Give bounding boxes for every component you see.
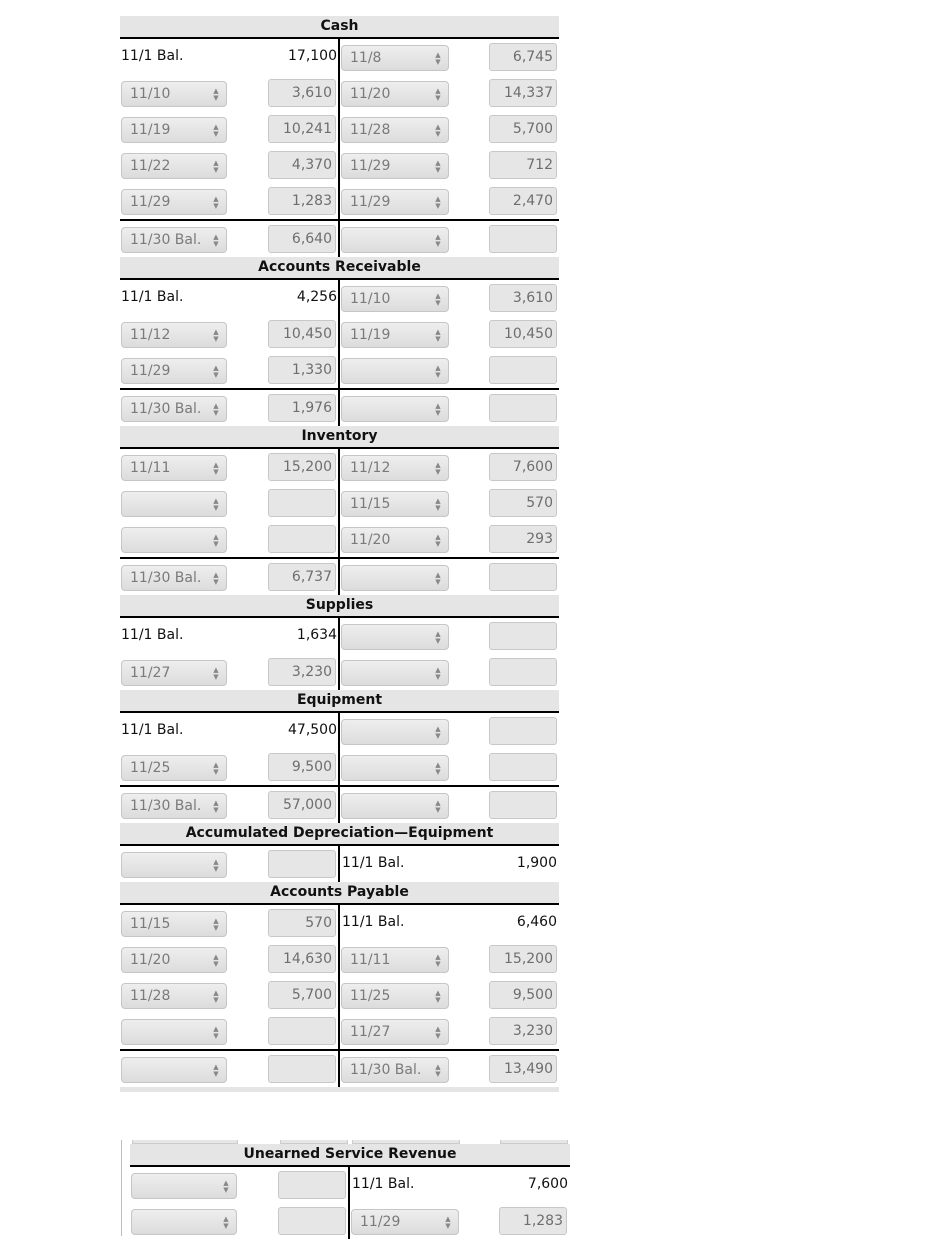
select-arrows-icon: ▲▼ [212,761,220,775]
debit-date-selected-value: 11/29 [130,363,171,379]
debit-date-select[interactable] [121,527,227,553]
credit-amount-input[interactable]: 712 [489,151,557,179]
select-arrows-icon: ▲▼ [434,571,442,585]
debit-amount-input[interactable] [268,525,336,553]
credit-date-select[interactable] [341,1019,449,1045]
t-account-divider [338,316,340,352]
debit-date-select[interactable] [121,911,227,937]
debit-amount-input[interactable]: 570 [268,909,336,937]
debit-date-select[interactable] [121,227,227,253]
select-arrows-icon: ▲▼ [434,953,442,967]
ledger-row [120,977,559,1013]
ledger-row [120,449,559,485]
select-arrows-icon: ▲▼ [212,461,220,475]
ledger-row [120,147,559,183]
credit-amount-input[interactable] [489,753,557,781]
debit-amount-input[interactable]: 1,976 [268,394,336,422]
debit-date-selected-value: 11/10 [130,86,171,102]
credit-date-text: 11/1 Bal. [352,1176,415,1192]
debit-date-select[interactable] [121,793,227,819]
select-arrows-icon: ▲▼ [434,630,442,644]
account-title-accumulated-depreciation-equipment: Accumulated Depreciation—Equipment [120,823,559,846]
debit-date-selected-value: 11/11 [130,460,171,476]
ledger-row [120,219,559,257]
credit-amount-input[interactable] [489,356,557,384]
t-account-divider [338,749,340,785]
debit-date-select[interactable] [131,1209,237,1235]
credit-date-select[interactable] [341,527,449,553]
t-accounts-panel [120,16,559,1092]
debit-date-text: 11/1 Bal. [121,289,184,305]
credit-amount-text: 6,460 [516,914,557,930]
t-account-divider [338,559,340,595]
select-arrows-icon: ▲▼ [434,402,442,416]
credit-amount-input[interactable] [489,225,557,253]
select-arrows-icon: ▲▼ [434,328,442,342]
debit-date-selected-value: 11/30 Bal. [130,401,202,417]
t-account-divider [338,147,340,183]
t-account-divider [338,352,340,388]
ledger-row [120,183,559,219]
debit-amount-text: 17,100 [288,48,337,64]
debit-amount-input[interactable] [268,850,336,878]
select-arrows-icon: ▲▼ [434,497,442,511]
select-arrows-icon: ▲▼ [222,1179,230,1193]
debit-date-select[interactable] [121,189,227,215]
credit-date-select[interactable] [341,117,449,143]
credit-date-selected-value: 11/20 [350,532,391,548]
credit-date-select[interactable] [341,947,449,973]
debit-date-selected-value: 11/29 [130,194,171,210]
debit-date-selected-value: 11/22 [130,158,171,174]
debit-date-select[interactable] [121,983,227,1009]
ledger-row [120,388,559,426]
debit-date-select[interactable] [121,660,227,686]
select-arrows-icon: ▲▼ [434,195,442,209]
credit-amount-input[interactable] [489,394,557,422]
credit-amount-input[interactable]: 10,450 [489,320,557,348]
account-title-unearned-service-revenue: Unearned Service Revenue [130,1144,570,1167]
ledger-row [130,1167,570,1203]
t-accounts-panel-continued [130,1140,570,1239]
credit-date-selected-value: 11/30 Bal. [350,1062,422,1078]
debit-date-selected-value: 11/28 [130,988,171,1004]
account-title-accounts-payable: Accounts Payable [120,882,559,905]
credit-amount-input[interactable]: 293 [489,525,557,553]
credit-date-selected-value: 11/29 [360,1214,401,1230]
debit-amount-input[interactable]: 1,330 [268,356,336,384]
panel-left-edge [121,1140,122,1236]
debit-amount-input[interactable]: 15,200 [268,453,336,481]
select-arrows-icon: ▲▼ [212,858,220,872]
account-title-accounts-receivable: Accounts Receivable [120,257,559,280]
t-account-divider [338,1013,340,1049]
credit-date-select[interactable] [341,719,449,745]
debit-date-selected-value: 11/30 Bal. [130,798,202,814]
ledger-row [120,521,559,557]
debit-amount-text: 1,634 [296,627,337,643]
credit-date-select[interactable] [341,358,449,384]
select-arrows-icon: ▲▼ [434,761,442,775]
select-arrows-icon: ▲▼ [434,725,442,739]
select-arrows-icon: ▲▼ [434,533,442,547]
t-account-divider [338,183,340,219]
credit-amount-input[interactable]: 6,745 [489,43,557,71]
select-arrows-icon: ▲▼ [434,799,442,813]
credit-amount-text: 7,600 [527,1176,568,1192]
ledger-row [120,1013,559,1049]
credit-amount-input[interactable]: 15,200 [489,945,557,973]
debit-date-select[interactable] [121,322,227,348]
select-arrows-icon: ▲▼ [434,1025,442,1039]
debit-date-select[interactable] [121,491,227,517]
credit-date-selected-value: 11/12 [350,460,391,476]
t-account-divider [338,280,340,316]
account-title-inventory: Inventory [120,426,559,449]
t-account-divider [338,618,340,654]
debit-amount-input[interactable]: 4,370 [268,151,336,179]
credit-amount-input[interactable] [489,791,557,819]
select-arrows-icon: ▲▼ [212,497,220,511]
ledger-row [120,941,559,977]
debit-date-selected-value: 11/25 [130,760,171,776]
ledger-row [120,785,559,823]
credit-date-selected-value: 11/10 [350,291,391,307]
select-arrows-icon: ▲▼ [434,364,442,378]
select-arrows-icon: ▲▼ [434,989,442,1003]
credit-amount-input[interactable]: 1,283 [499,1207,567,1235]
t-account-divider [338,787,340,823]
account-title-supplies: Supplies [120,595,559,618]
credit-date-selected-value: 11/29 [350,194,391,210]
credit-amount-input[interactable]: 7,600 [489,453,557,481]
credit-date-select[interactable] [341,286,449,312]
credit-date-select[interactable] [341,755,449,781]
credit-date-select[interactable] [341,491,449,517]
credit-date-text: 11/1 Bal. [342,855,405,871]
select-arrows-icon: ▲▼ [212,233,220,247]
credit-date-select[interactable] [341,624,449,650]
debit-date-select[interactable] [121,755,227,781]
t-account-divider [338,846,340,882]
debit-date-selected-value: 11/15 [130,916,171,932]
debit-date-selected-value: 11/12 [130,327,171,343]
t-account-divider [338,654,340,690]
debit-date-text: 11/1 Bal. [121,627,184,643]
select-arrows-icon: ▲▼ [212,799,220,813]
panel-bottom-bar [120,1087,559,1092]
ledger-row [120,485,559,521]
debit-amount-input[interactable] [278,1207,346,1235]
credit-date-select[interactable] [341,660,449,686]
t-account-divider [348,1167,350,1203]
ledger-row [120,905,559,941]
debit-date-text: 11/1 Bal. [121,48,184,64]
previous-row-stub [130,1140,570,1144]
ledger-row [120,111,559,147]
credit-date-select[interactable] [341,455,449,481]
credit-date-select[interactable] [341,322,449,348]
credit-date-select[interactable] [341,227,449,253]
select-arrows-icon: ▲▼ [212,917,220,931]
credit-date-selected-value: 11/28 [350,122,391,138]
debit-date-select[interactable] [131,1173,237,1199]
credit-date-select[interactable] [341,1057,449,1083]
select-arrows-icon: ▲▼ [212,953,220,967]
ledger-row [120,654,559,690]
debit-date-selected-value: 11/30 Bal. [130,232,202,248]
t-account-divider [338,485,340,521]
debit-date-selected-value: 11/30 Bal. [130,570,202,586]
credit-date-selected-value: 11/15 [350,496,391,512]
credit-amount-input[interactable] [489,563,557,591]
debit-date-selected-value: 11/20 [130,952,171,968]
debit-amount-input[interactable]: 3,610 [268,79,336,107]
t-account-divider [338,111,340,147]
debit-amount-input[interactable]: 3,230 [268,658,336,686]
credit-date-selected-value: 11/11 [350,952,391,968]
credit-date-selected-value: 11/19 [350,327,391,343]
t-account-divider [338,977,340,1013]
credit-date-selected-value: 11/8 [350,50,382,66]
credit-date-select[interactable] [341,396,449,422]
select-arrows-icon: ▲▼ [212,533,220,547]
debit-date-selected-value: 11/19 [130,122,171,138]
debit-date-select[interactable] [121,117,227,143]
t-account-divider [338,75,340,111]
debit-amount-input[interactable]: 1,283 [268,187,336,215]
debit-date-select[interactable] [121,358,227,384]
credit-date-select[interactable] [341,565,449,591]
credit-amount-input[interactable] [489,658,557,686]
select-arrows-icon: ▲▼ [434,292,442,306]
select-arrows-icon: ▲▼ [212,123,220,137]
ledger-row [120,352,559,388]
ledger-row [120,846,559,882]
t-account-divider [338,713,340,749]
debit-date-select[interactable] [121,455,227,481]
ledger-row [120,618,559,654]
account-title-equipment: Equipment [120,690,559,713]
debit-date-select[interactable] [121,947,227,973]
t-account-divider [338,449,340,485]
select-arrows-icon: ▲▼ [434,1063,442,1077]
debit-date-text: 11/1 Bal. [121,722,184,738]
select-arrows-icon: ▲▼ [434,87,442,101]
debit-date-select[interactable] [121,1057,227,1083]
debit-amount-input[interactable] [278,1171,346,1199]
select-arrows-icon: ▲▼ [434,461,442,475]
select-arrows-icon: ▲▼ [212,195,220,209]
ledger-row [120,75,559,111]
credit-amount-input[interactable]: 570 [489,489,557,517]
t-account-divider [338,39,340,75]
debit-date-select[interactable] [121,81,227,107]
select-arrows-icon: ▲▼ [434,159,442,173]
credit-date-selected-value: 11/25 [350,988,391,1004]
credit-date-selected-value: 11/20 [350,86,391,102]
credit-amount-input[interactable]: 13,490 [489,1055,557,1083]
credit-amount-input[interactable]: 3,230 [489,1017,557,1045]
credit-date-selected-value: 11/27 [350,1024,391,1040]
debit-date-select[interactable] [121,153,227,179]
credit-amount-input[interactable]: 5,700 [489,115,557,143]
t-account-divider [338,521,340,557]
debit-amount-input[interactable] [268,489,336,517]
ledger-row [120,316,559,352]
credit-date-text: 11/1 Bal. [342,914,405,930]
select-arrows-icon: ▲▼ [434,233,442,247]
debit-amount-input[interactable]: 57,000 [268,791,336,819]
select-arrows-icon: ▲▼ [212,666,220,680]
debit-amount-input[interactable] [268,1055,336,1083]
debit-amount-text: 47,500 [288,722,337,738]
debit-amount-text: 4,256 [296,289,337,305]
ledger-row [120,1049,559,1087]
ledger-row [120,749,559,785]
credit-amount-input[interactable] [489,622,557,650]
credit-amount-input[interactable]: 14,337 [489,79,557,107]
select-arrows-icon: ▲▼ [212,402,220,416]
credit-amount-text: 1,900 [516,855,557,871]
debit-amount-input[interactable]: 10,241 [268,115,336,143]
debit-date-selected-value: 11/27 [130,665,171,681]
credit-date-select[interactable] [341,793,449,819]
credit-date-select[interactable] [341,45,449,71]
credit-date-select[interactable] [341,153,449,179]
debit-date-select[interactable] [121,565,227,591]
credit-date-selected-value: 11/29 [350,158,391,174]
debit-amount-input[interactable]: 6,640 [268,225,336,253]
select-arrows-icon: ▲▼ [212,571,220,585]
debit-date-select[interactable] [121,1019,227,1045]
select-arrows-icon: ▲▼ [434,666,442,680]
t-account-divider [338,905,340,941]
credit-amount-input[interactable] [489,717,557,745]
t-account-divider [338,390,340,426]
credit-amount-input[interactable]: 9,500 [489,981,557,1009]
ledger-row [120,713,559,749]
t-account-divider [338,941,340,977]
debit-amount-input[interactable]: 9,500 [268,753,336,781]
credit-amount-input[interactable]: 3,610 [489,284,557,312]
credit-amount-input[interactable]: 2,470 [489,187,557,215]
select-arrows-icon: ▲▼ [434,123,442,137]
credit-date-select[interactable] [341,189,449,215]
debit-amount-input[interactable]: 5,700 [268,981,336,1009]
debit-amount-input[interactable]: 10,450 [268,320,336,348]
t-account-divider [338,221,340,257]
credit-date-select[interactable] [351,1209,459,1235]
ledger-row [120,280,559,316]
t-account-divider [338,1051,340,1087]
select-arrows-icon: ▲▼ [212,1025,220,1039]
debit-amount-input[interactable]: 6,737 [268,563,336,591]
t-account-divider [348,1203,350,1239]
select-arrows-icon: ▲▼ [212,989,220,1003]
select-arrows-icon: ▲▼ [212,364,220,378]
debit-date-select[interactable] [121,852,227,878]
ledger-row [120,39,559,75]
select-arrows-icon: ▲▼ [212,1063,220,1077]
ledger-row [120,557,559,595]
credit-date-select[interactable] [341,983,449,1009]
debit-date-select[interactable] [121,396,227,422]
select-arrows-icon: ▲▼ [434,51,442,65]
debit-amount-input[interactable]: 14,630 [268,945,336,973]
debit-amount-input[interactable] [268,1017,336,1045]
account-title-cash: Cash [120,16,559,39]
select-arrows-icon: ▲▼ [222,1215,230,1229]
select-arrows-icon: ▲▼ [212,87,220,101]
select-arrows-icon: ▲▼ [212,159,220,173]
credit-date-select[interactable] [341,81,449,107]
select-arrows-icon: ▲▼ [444,1215,452,1229]
ledger-row [130,1203,570,1239]
select-arrows-icon: ▲▼ [212,328,220,342]
